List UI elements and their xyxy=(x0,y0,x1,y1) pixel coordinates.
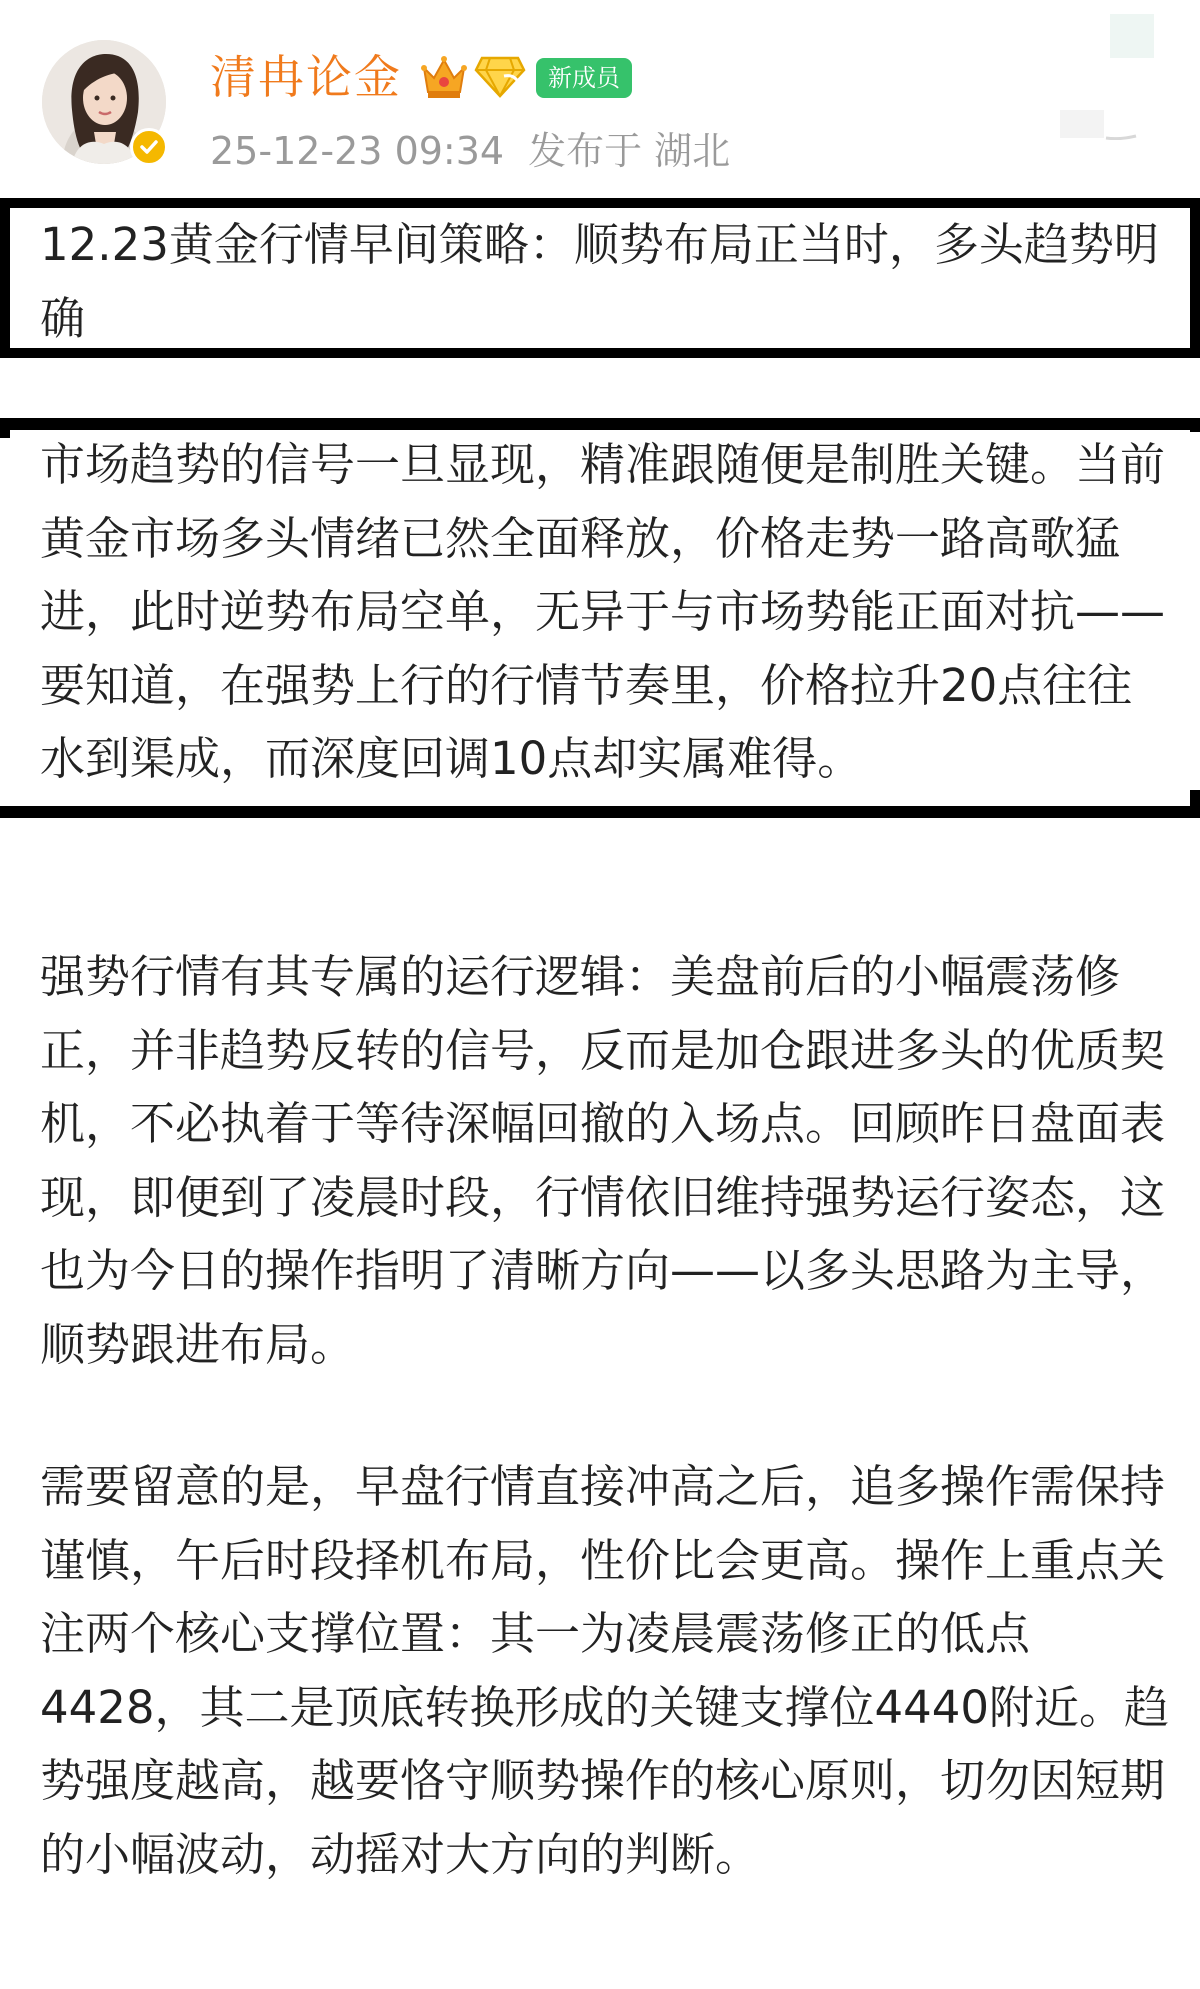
post-title: 12.23黄金行情早间策略：顺势布局正当时，多头趋势明确 xyxy=(40,218,1159,345)
verified-check-icon xyxy=(130,128,168,166)
highlight-left-tick xyxy=(0,418,10,438)
highlight-right-tick xyxy=(1190,418,1200,432)
paragraph-2: 强势行情有其专属的运行逻辑：美盘前后的小幅震荡修正，并非趋势反转的信号，反而是加仓跟进多头的优质契机，不必执着于等待深幅回撤的入场点。回顾昨日盘面表现，即便到了凌晨时段，行情依旧维持强势运行姿态，这也为今日的操作指明了清晰方向——以多头思路为主导，顺势跟进布局。 xyxy=(40,950,1166,1371)
diamond-icon xyxy=(474,52,526,100)
blurred-corner-area xyxy=(1040,10,1160,140)
post-timestamp: 25-12-23 09:34 xyxy=(210,129,505,173)
paragraph-3: 需要留意的是，早盘行情直接冲高之后，追多操作需保持谨慎，午后时段择机布局，性价比会更高。操作上重点关注两个核心支撑位置：其一为凌晨震荡修正的低点4428，其二是顶底转换形成的关键支撑位4440附近。趋势强度越高，越要恪守顺势操作的核心原则，切勿因短期的小幅波动，动摇对大方向的判断。 xyxy=(40,1460,1170,1881)
highlight-bottom-line xyxy=(0,806,1200,818)
post-location: 发布于 湖北 xyxy=(528,129,731,173)
post-meta xyxy=(210,126,730,176)
highlight-right-bottom-tick xyxy=(1190,790,1200,818)
author-name[interactable]: 清冉论金 xyxy=(210,50,402,104)
member-badge: 新成员 xyxy=(536,58,632,98)
crown-icon xyxy=(418,50,470,102)
paragraph-1: 市场趋势的信号一旦显现，精准跟随便是制胜关键。当前黄金市场多头情绪已然全面释放，价格走势一路高歌猛进，此时逆势布局空单，无异于与市场势能正面对抗——要知道，在强势上行的行情节奏里，价格拉升20点往往水到渠成，而深度回调10点却实属难得。 xyxy=(40,438,1166,785)
